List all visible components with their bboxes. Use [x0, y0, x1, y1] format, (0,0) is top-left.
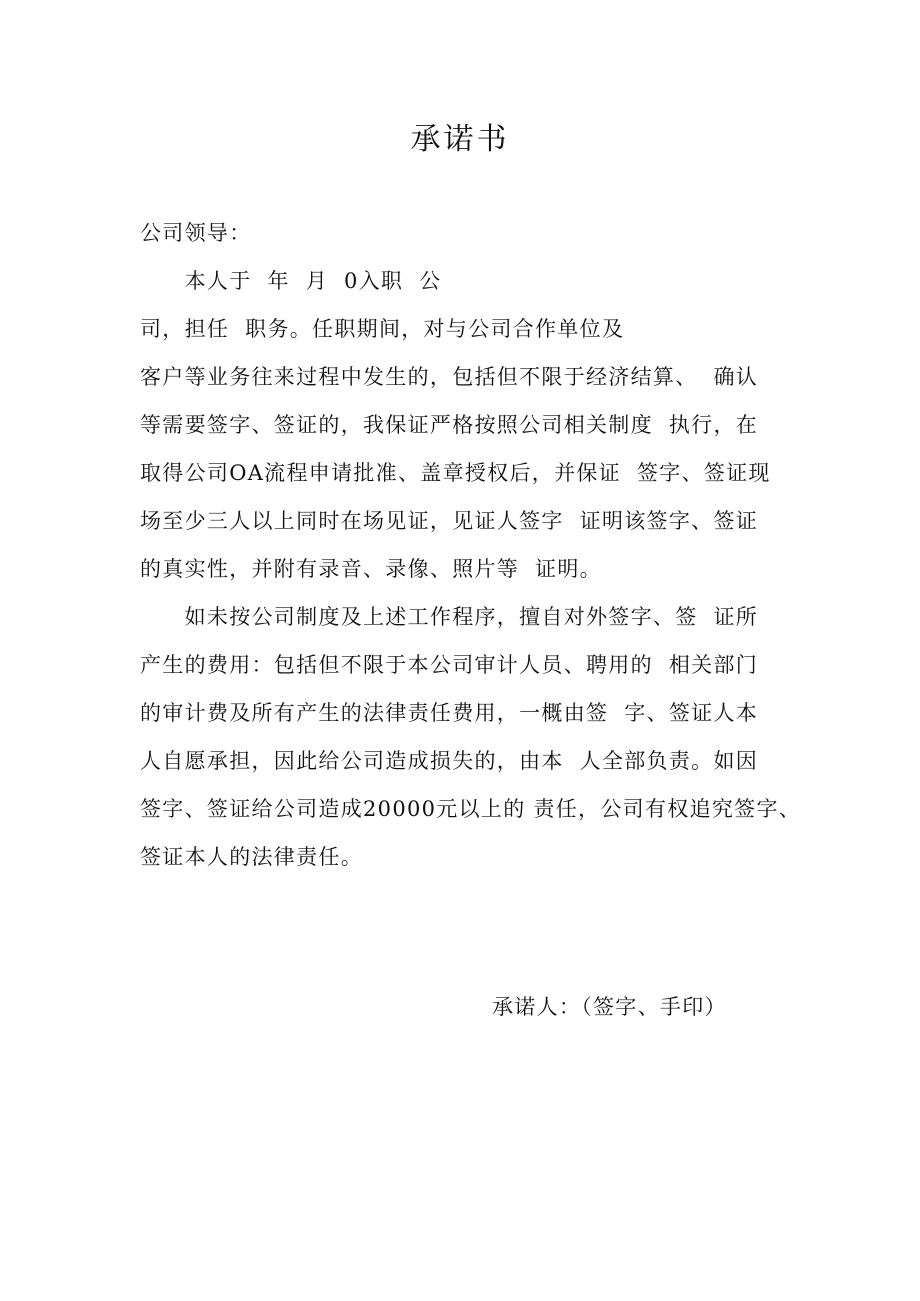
body-line-5: 取得公司OA流程申请批准、盖章授权后，并保证 签字、签证现 [140, 461, 771, 485]
salutation: 公司领导： [140, 221, 252, 245]
body-line-2: 司，担任 职务。任职期间，对与公司合作单位及 [140, 317, 625, 341]
body-line-3: 客户等业务往来过程中发生的，包括但不限于经济结算、 确认 [140, 365, 759, 389]
body-line-1: 本人于 年 月 0入职 公 [140, 269, 442, 293]
body-line-10: 的审计费及所有产生的法律责任费用，一概由签 字、签证人本 [140, 701, 759, 725]
body-line-9: 产生的费用：包括但不限于本公司审计人员、聘用的 相关部门 [140, 653, 759, 677]
body-line-6: 场至少三人以上同时在场见证，见证人签字 证明该签字、签证 [140, 509, 759, 533]
body-line-7: 的真实性，并附有录音、录像、照片等 证明。 [140, 557, 602, 581]
body-line-13: 签证本人的法律责任。 [140, 845, 363, 869]
body-line-11: 人自愿承担，因此给公司造成损失的，由本 人全部负责。如因 [140, 749, 759, 773]
body-line-8: 如未按公司制度及上述工作程序，擅自对外签字、签 证所 [140, 605, 759, 629]
body-line-12: 签字、签证给公司造成20000元以上的 责任，公司有权追究签字、 [140, 797, 802, 821]
signature-line: 承诺人：（签字、手印） [492, 995, 727, 1019]
document-title: 承诺书 [410, 122, 510, 157]
body-line-4: 等需要签字、签证的，我保证严格按照公司相关制度 执行，在 [140, 413, 759, 437]
